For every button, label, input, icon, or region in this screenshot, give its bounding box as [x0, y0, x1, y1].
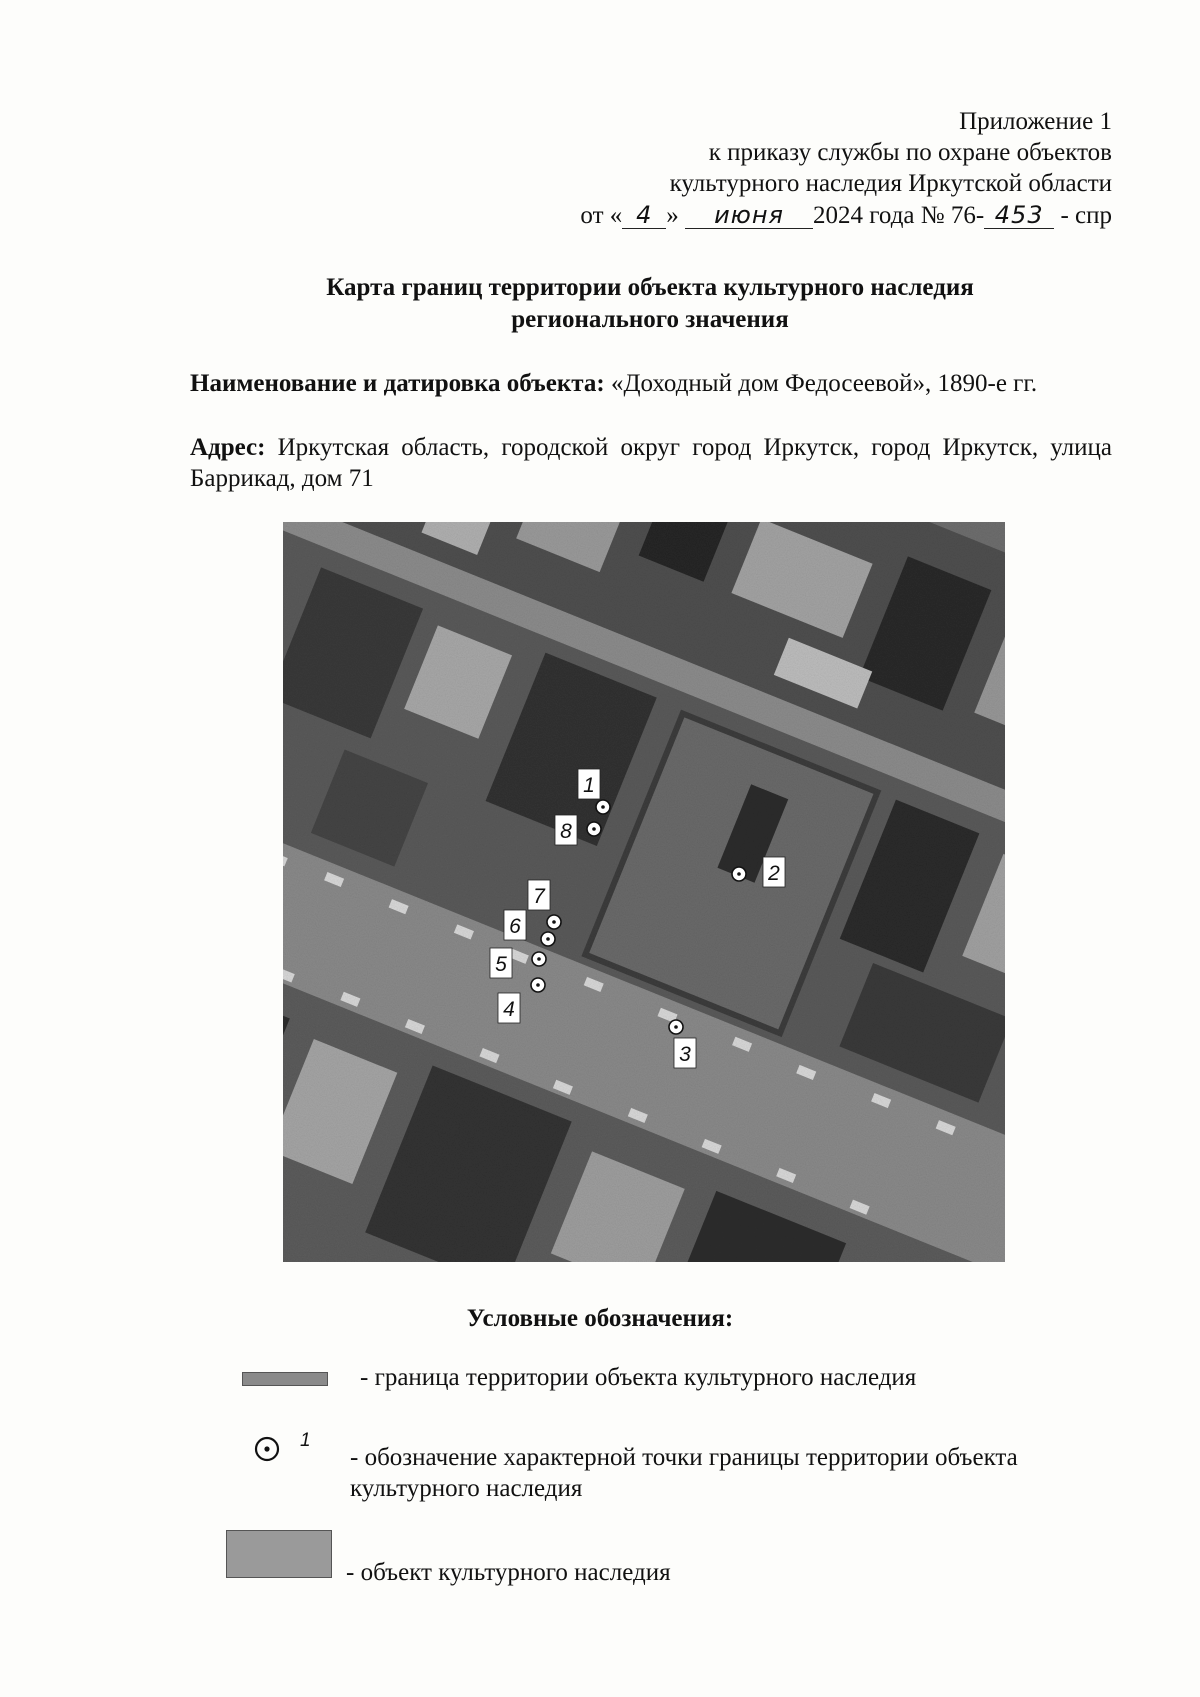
boundary-point-dot-1: [601, 805, 605, 809]
boundary-point-dot-2: [737, 872, 741, 876]
order-year-text: 2024 года № 76-: [813, 202, 985, 229]
boundary-point-label-5: 5: [495, 953, 507, 976]
boundary-point-label-3: 3: [679, 1043, 691, 1066]
legend-title: Условные обозначения:: [466, 1305, 734, 1332]
appendix-authority: культурного наследия Иркутской области: [669, 170, 1112, 197]
boundary-point-dot-8: [592, 827, 596, 831]
day-suffix: »: [666, 202, 679, 229]
boundary-point-dot-4: [536, 983, 540, 987]
legend-boundary-text: - граница территории объекта культурного наследия: [360, 1364, 917, 1391]
object-name-value: «Доходный дом Федосеевой», 1890-е гг.: [610, 370, 1038, 397]
boundary-point-label-6: 6: [509, 915, 521, 938]
legend-object-swatch: [226, 1530, 332, 1578]
object-name-paragraph: [190, 368, 1112, 399]
object-address-value: Иркутская область, городской округ город Иркутск, город Иркутск, улица Баррикад, дом 71: [190, 434, 1113, 492]
boundary-point-dot-6: [546, 937, 550, 941]
appendix-title: Приложение 1: [959, 108, 1112, 135]
boundary-point-dot-5: [537, 957, 541, 961]
boundary-point-dot-3: [674, 1025, 678, 1029]
boundary-point-label-2: 2: [768, 862, 780, 885]
order-month: июня: [685, 202, 813, 229]
object-name-label: Наименование и датировка объекта:: [190, 370, 605, 397]
boundary-point-dot-7: [552, 920, 556, 924]
boundary-point-label-1: 1: [583, 774, 595, 797]
legend-object-text: - объект культурного наследия: [346, 1559, 671, 1586]
legend-point-marker: [252, 1432, 322, 1466]
order-date-line: [580, 200, 1112, 231]
order-suffix: - спр: [1060, 202, 1112, 229]
order-number: 453: [984, 202, 1054, 229]
document-title-line2: регионального значения: [511, 306, 789, 333]
object-address-label: Адрес:: [190, 434, 266, 461]
appendix-order-ref: к приказу службы по охране объектов: [708, 139, 1112, 166]
legend-point-label: 1: [300, 1432, 311, 1451]
date-prefix: от «: [580, 202, 623, 229]
legend-point-text: - обозначение характерной точки границы территории объекта культурного наследия: [350, 1444, 1018, 1502]
order-day: 4: [622, 202, 666, 229]
object-address-paragraph: [190, 432, 1112, 494]
aerial-map: [283, 522, 1005, 1262]
boundary-point-label-7: 7: [533, 885, 545, 908]
boundary-point-label-8: 8: [560, 820, 572, 843]
boundary-point-label-4: 4: [503, 998, 515, 1021]
legend-boundary-swatch: [242, 1372, 328, 1386]
point-center-dot: [264, 1446, 269, 1451]
document-title-line1: Карта границ территории объекта культурного наследия: [326, 274, 974, 301]
